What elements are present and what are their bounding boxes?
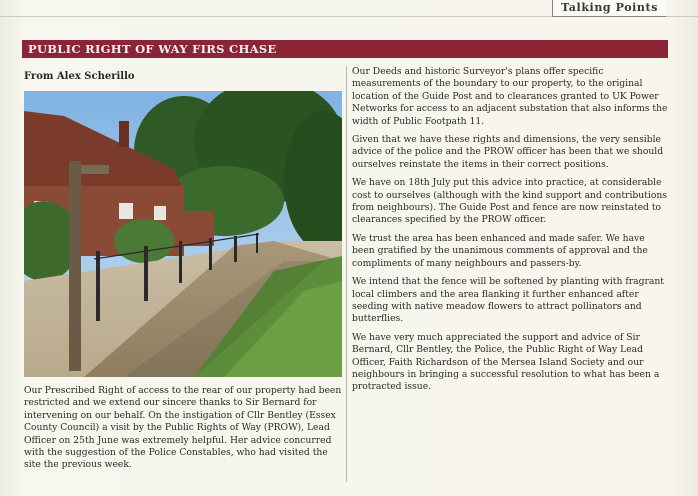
paragraph: Given that we have these rights and dimensions, the very sensible advice of the police and the PROW officer has been that we should ourselves reinstate the items in their correct positions.	[352, 134, 664, 170]
right-column-text	[352, 66, 668, 400]
section-tab: Talking Points	[552, 0, 666, 17]
footpath-photo-illustration	[24, 91, 342, 377]
article-byline: From Alex Scherillo	[24, 71, 135, 82]
paragraph: Our Deeds and historic Surveyor's plans offer specific measurements of the boundary to our property, to the original location of the Guide Post and to clearances granted to UK Power Networks for access to an adjacent substation that also informs the width of Public Footpath 11.	[352, 66, 668, 127]
article-header-bar	[22, 40, 668, 58]
paragraph: We trust the area has been enhanced and made safer. We have been gratified by the unanimous comments of approval and the compliments of many neighbours and passers-by.	[352, 232, 648, 269]
paragraph: We have on 18th July put this advice into practice, at considerable cost to ourselves (although with the kind support and contributions from neighbours). The Guide Post and fence are now reinstated to clearances specified by the PROW officer.	[352, 177, 667, 226]
column-divider	[346, 66, 347, 482]
paragraph: Our Prescribed Right of access to the rear of our property had been restricted and we extend our sincere thanks to Sir Bernard for intervening on our behalf. On the instigation of Cllr Bentley (Essex County Council) a visit by the Public Rights of Way (PROW), Lead Officer on 25th June was extremely helpful. Her advice concurred with the suggestion of the Police Constables, who had visited the site the previous week.	[24, 385, 342, 471]
paragraph: We have very much appreciated the support and advice of Sir Bernard, Cllr Bentley, the Police, the Public Right of Way Lead Officer, Faith Richardson of the Mersea Island Society and our neighbours in bringing a successful resolution to what has been a protracted issue.	[352, 331, 660, 393]
paragraph: We intend that the fence will be softened by planting with fragrant local climbers and the area flanking it further enhanced after seeding with native meadow flowers to attract pollinators and butterflies.	[352, 276, 664, 325]
article-photo	[24, 91, 342, 377]
left-column-text	[24, 385, 344, 478]
article-title: PUBLIC RIGHT OF WAY FIRS CHASE	[28, 42, 277, 56]
